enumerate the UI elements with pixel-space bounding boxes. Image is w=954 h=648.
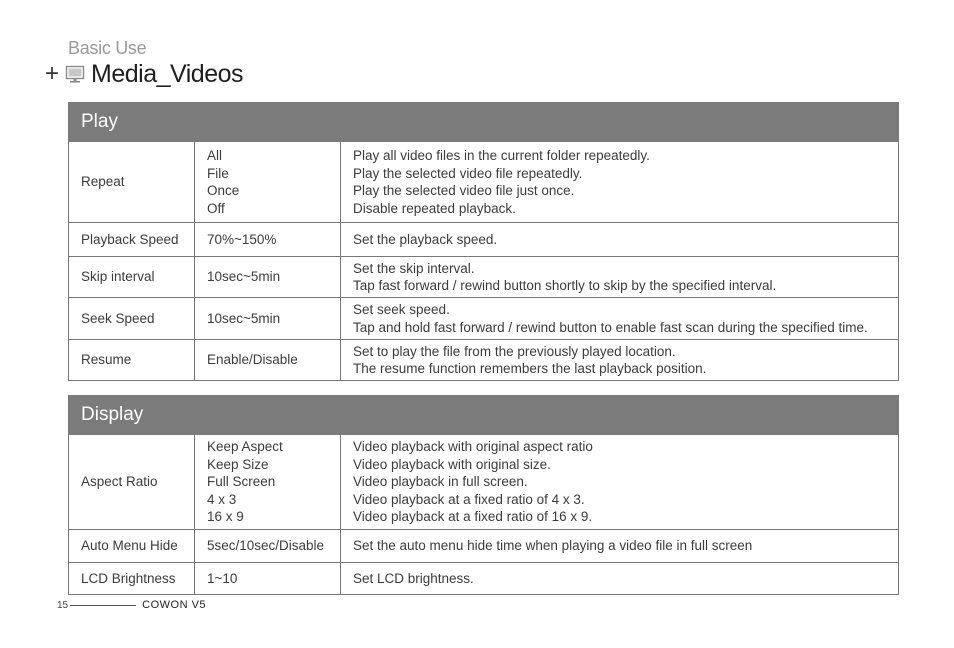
- description-line: Set the auto menu hide time when playing a video file in full screen: [353, 538, 753, 554]
- setting-name: LCD Brightness: [69, 563, 195, 595]
- setting-description: [341, 530, 899, 563]
- setting-name: Auto Menu Hide: [69, 530, 195, 563]
- play-heading: Play: [69, 103, 899, 142]
- description-line: Tap fast forward / rewind button shortly to skip by the specified interval.: [353, 278, 777, 293]
- setting-value: File: [207, 165, 229, 181]
- description-line: Video playback at a fixed ratio of 16 x 9.: [353, 509, 593, 525]
- description-line: Set seek speed.: [353, 302, 450, 317]
- description-line: Set to play the file from the previously played location.: [353, 343, 676, 359]
- setting-description: [341, 257, 899, 298]
- table-row: [69, 257, 899, 298]
- description-line: Video playback at a fixed ratio of 4 x 3.: [353, 491, 585, 507]
- description-line: Play the selected video file just once.: [353, 183, 575, 198]
- table-row: [69, 142, 899, 223]
- setting-value: Full Screen: [207, 474, 276, 490]
- setting-values: [195, 223, 341, 257]
- description-line: The resume function remembers the last playback position.: [353, 361, 707, 376]
- setting-value: Off: [207, 200, 225, 216]
- table-row: [69, 435, 899, 530]
- setting-values: [195, 563, 341, 595]
- setting-name: Skip interval: [69, 257, 195, 298]
- setting-value: 16 x 9: [207, 509, 244, 525]
- setting-values: [195, 257, 341, 298]
- setting-description: [341, 298, 899, 340]
- setting-value: All: [207, 148, 223, 163]
- table-row: [69, 340, 899, 381]
- description-line: Video playback with original aspect ratio: [353, 439, 593, 455]
- setting-value: 1~10: [207, 570, 238, 586]
- setting-value: Keep Aspect: [207, 439, 283, 455]
- description-line: Set LCD brightness.: [353, 570, 474, 586]
- footer-divider: [70, 605, 136, 606]
- description-line: Play the selected video file repeatedly.: [353, 165, 583, 181]
- table-row: [69, 563, 899, 595]
- description-line: Video playback with original size.: [353, 456, 551, 472]
- setting-description: [341, 563, 899, 595]
- table-row: [69, 223, 899, 257]
- brand-label: COWON V5: [142, 599, 207, 611]
- display-settings-table: [68, 395, 899, 595]
- table-heading-row: [69, 396, 899, 435]
- setting-value: Keep Size: [207, 456, 269, 472]
- setting-value: 10sec~5min: [207, 269, 281, 285]
- setting-description: [341, 142, 899, 223]
- setting-value: 70%~150%: [207, 231, 277, 247]
- title-row: [45, 60, 243, 88]
- table-row: [69, 530, 899, 563]
- page-footer: [57, 599, 206, 611]
- table-heading-row: [69, 103, 899, 142]
- table-row: [69, 298, 899, 340]
- setting-name: Seek Speed: [69, 298, 195, 340]
- display-heading: Display: [69, 396, 899, 435]
- setting-name: Playback Speed: [69, 223, 195, 257]
- setting-name: Repeat: [69, 142, 195, 223]
- page-number: 15: [57, 599, 69, 611]
- description-line: Tap and hold fast forward / rewind button to enable fast scan during the specified time.: [353, 319, 868, 335]
- description-line: Video playback in full screen.: [353, 474, 528, 490]
- setting-values: [195, 530, 341, 563]
- play-settings-table: [68, 102, 899, 381]
- setting-value: Once: [207, 183, 240, 198]
- description-line: Set the skip interval.: [353, 260, 475, 276]
- page-title: Media_Videos: [91, 60, 243, 88]
- setting-values: [195, 340, 341, 381]
- section-label: Basic Use: [68, 38, 147, 58]
- setting-description: [341, 223, 899, 257]
- setting-description: [341, 340, 899, 381]
- setting-values: [195, 298, 341, 340]
- setting-value: 5sec/10sec/Disable: [207, 538, 325, 554]
- setting-value: 4 x 3: [207, 491, 237, 507]
- description-line: Play all video files in the current folder repeatedly.: [353, 148, 650, 163]
- setting-values: [195, 435, 341, 530]
- description-line: Set the playback speed.: [353, 231, 498, 247]
- setting-description: [341, 435, 899, 530]
- description-line: Disable repeated playback.: [353, 200, 516, 216]
- setting-name: Resume: [69, 340, 195, 381]
- setting-name: Aspect Ratio: [69, 435, 195, 530]
- plus-sign: +: [45, 60, 60, 87]
- setting-values: [195, 142, 341, 223]
- setting-value: Enable/Disable: [207, 352, 298, 368]
- setting-value: 10sec~5min: [207, 310, 281, 326]
- monitor-icon: [65, 64, 85, 84]
